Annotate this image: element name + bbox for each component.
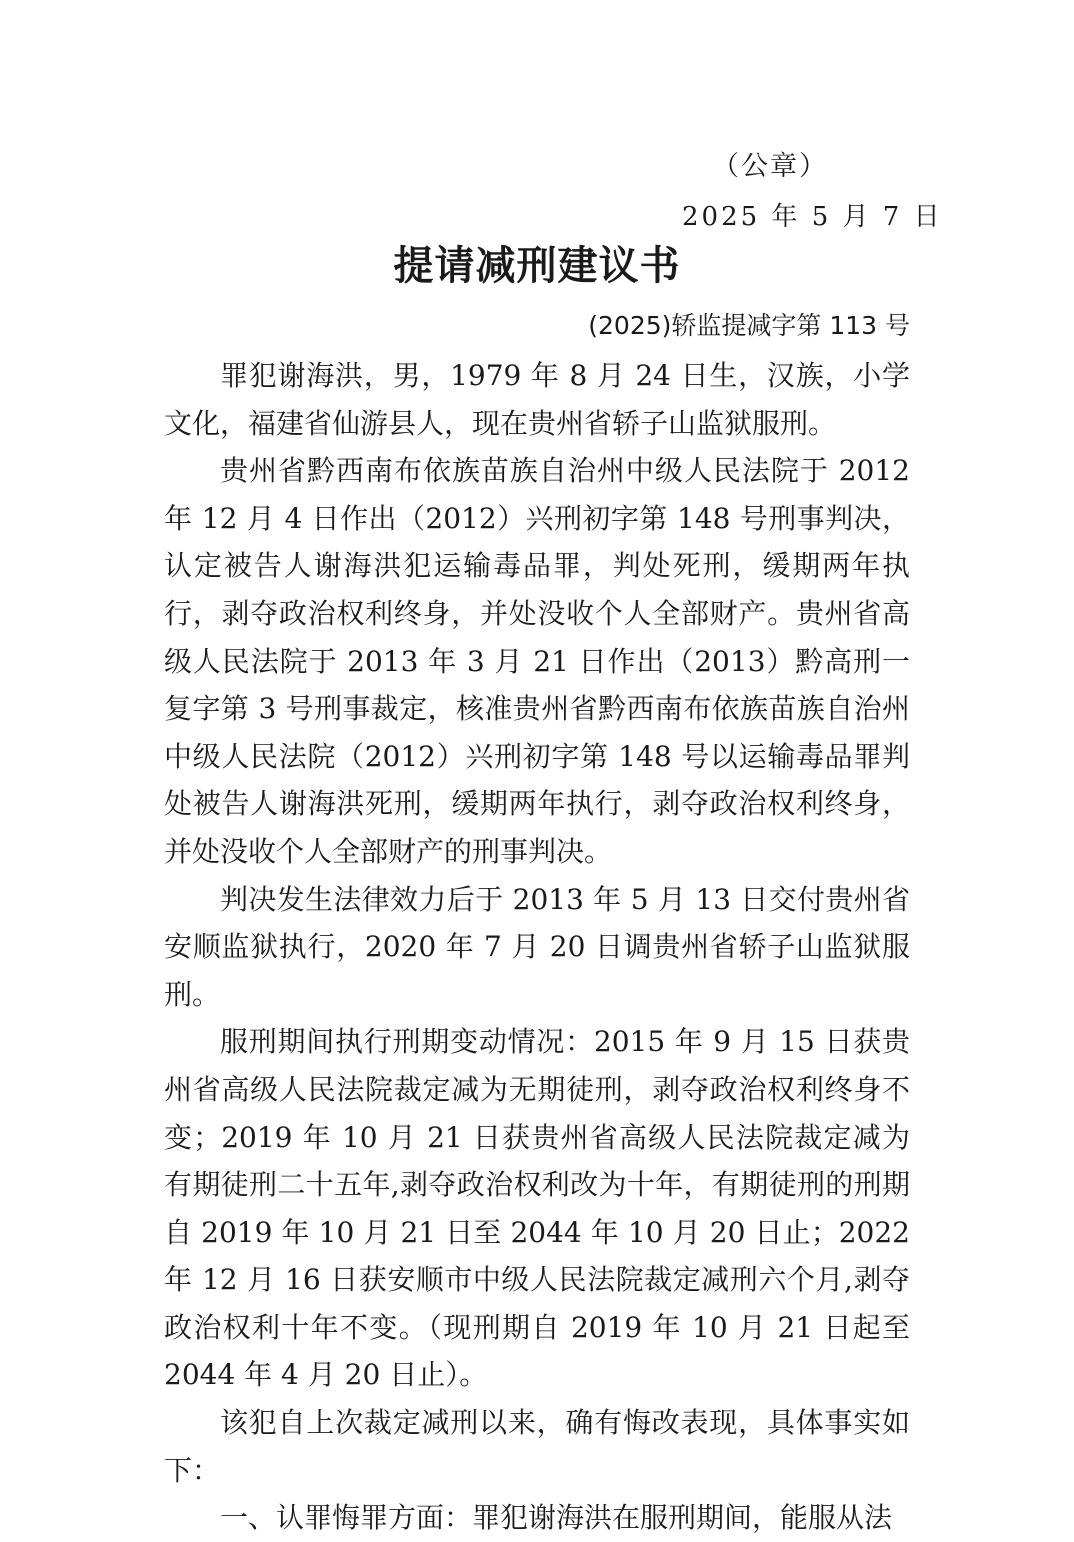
document-body <box>164 352 910 1542</box>
paragraph-original-judgment: 贵州省黔西南布依族苗族自治州中级人民法院于 2012 年 12 月 4 日作出（2012）兴刑初字第 148 号刑事判决，认定被告人谢海洪犯运输毒品罪，判处死刑，缓期两年执行，剥夺政治权利终身，并处没收个人全部财产。贵州省高级人民法院于 2013 年 3 月 21 日作出（2013）黔高刑一复字第 3 号刑事裁定，核准贵州省黔西南布依族苗族自治州中级人民法院（2012）兴刑初字第 148 号以运输毒品罪判处被告人谢海洪死刑，缓期两年执行，剥夺政治权利终身，并处没收个人全部财产的刑事判决。 <box>164 454 910 868</box>
paragraph-criminal-info: 罪犯谢海洪，男，1979 年 8 月 24 日生，汉族，小学文化，福建省仙游县人，现在贵州省轿子山监狱服刑。 <box>164 359 910 440</box>
paragraph-remorse-intro: 该犯自上次裁定减刑以来，确有悔改表现，具体事实如下： <box>164 1406 910 1487</box>
paragraph-section-one: 一、认罪悔罪方面：罪犯谢海洪在服刑期间，能服从法 <box>220 1501 893 1535</box>
paragraph-sentence-changes: 服刑期间执行刑期变动情况：2015 年 9 月 15 日获贵州省高级人民法院裁定减为无期徒刑，剥夺政治权利终身不变；2019 年 10 月 21 日获贵州省高级人民法院裁定减为有期徒刑二十五年,剥夺政治权利改为十年，有期徒刑的刑期自 2019 年 10 月 21 日至 2044 年 10 月 20 日止；2022 年 12 月 16 日获安顺市中级人民法院裁定减刑六个月,剥夺政治权利十年不变。（现刑期自 2019 年 10 月 21 日起至 2044 年 4 月 20 日止）。 <box>164 1025 910 1392</box>
document-title: 提请减刑建议书 <box>393 243 681 289</box>
document-number: (2025)轿监提减字第 113 号 <box>588 311 910 340</box>
seal-placeholder: （公章） <box>712 151 828 182</box>
issue-date: 2025 年 5 月 7 日 <box>682 202 943 232</box>
paragraph-execution: 判决发生法律效力后于 2013 年 5 月 13 日交付贵州省安顺监狱执行，2020 年 7 月 20 日调贵州省轿子山监狱服刑。 <box>164 882 910 1011</box>
